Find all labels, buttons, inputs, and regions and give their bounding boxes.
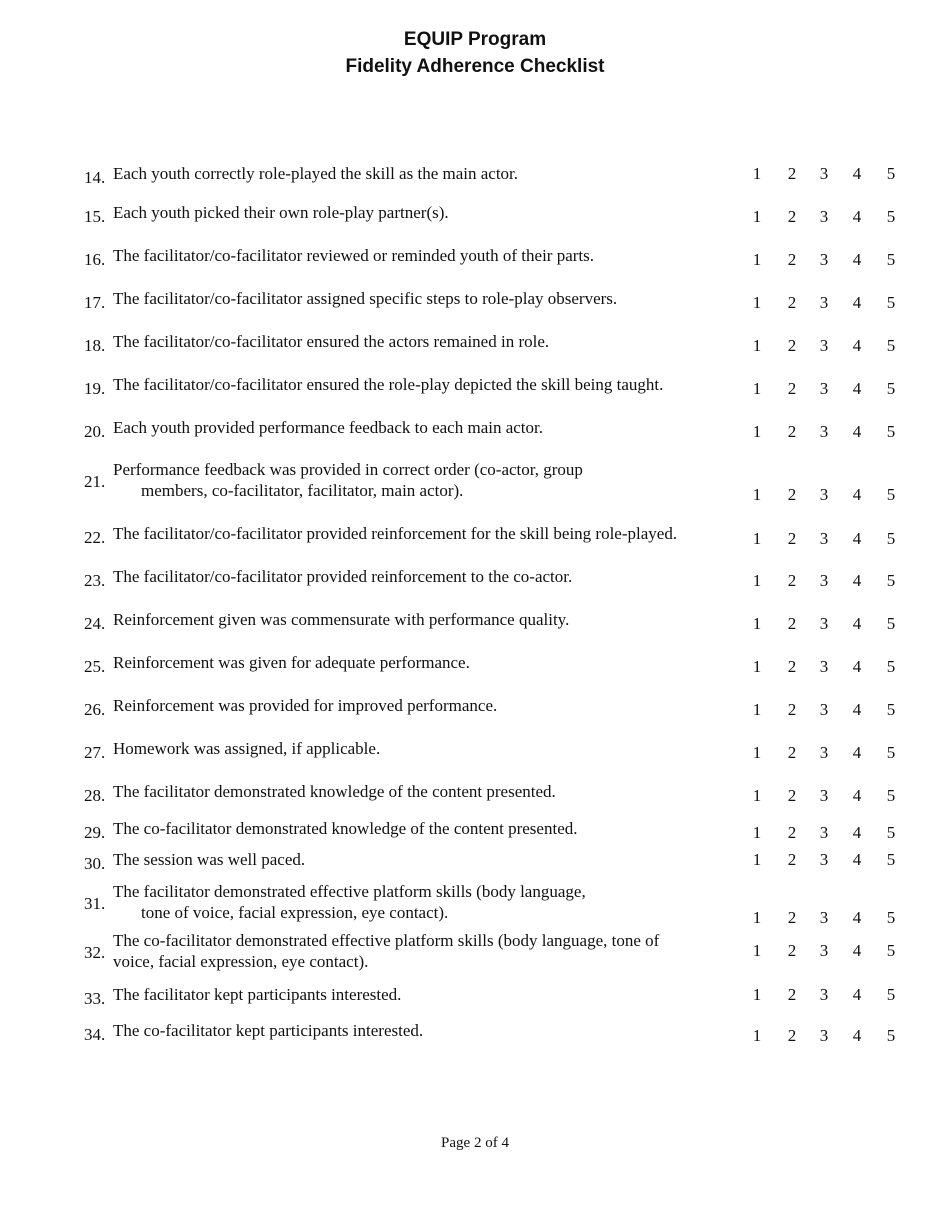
rating-option-5: 5 [886, 571, 896, 590]
document-title: EQUIP Program [403, 29, 547, 50]
item-number: 30. [84, 854, 106, 873]
item-number: 16. [84, 250, 106, 269]
rating-option-2: 2 [787, 700, 797, 719]
item-number: 24. [84, 614, 106, 633]
rating-scale [744, 292, 904, 313]
item-statement [113, 288, 738, 309]
item-statement-line: Homework was assigned, if applicable. [113, 739, 381, 758]
item-statement-line: The facilitator/co-facilitator provided reinforcement for the skill being role-played. [113, 524, 678, 543]
rating-scale [744, 378, 904, 399]
item-statement-line: The facilitator/co-facilitator reviewed or reminded youth of their parts. [113, 246, 594, 265]
item-statement [113, 331, 738, 352]
rating-option-5: 5 [886, 823, 896, 842]
rating-option-1: 1 [752, 908, 762, 927]
rating-option-3: 3 [819, 985, 829, 1004]
rating-option-5: 5 [886, 700, 896, 719]
item-statement-line: The facilitator/co-facilitator ensured the actors remained in role. [113, 332, 550, 351]
rating-option-4: 4 [852, 908, 862, 927]
item-number: 34. [84, 1025, 106, 1044]
rating-option-3: 3 [819, 743, 829, 762]
item-statement [113, 818, 738, 839]
item-number: 25. [84, 657, 106, 676]
rating-option-2: 2 [787, 823, 797, 842]
item-statement-line: The facilitator kept participants interested. [113, 985, 402, 1004]
rating-option-5: 5 [886, 850, 896, 869]
rating-option-5: 5 [886, 164, 896, 183]
item-number: 22. [84, 528, 106, 547]
rating-option-2: 2 [787, 985, 797, 1004]
rating-option-1: 1 [752, 823, 762, 842]
rating-option-5: 5 [886, 941, 896, 960]
item-statement [113, 781, 738, 802]
rating-scale [744, 1025, 904, 1046]
rating-scale [744, 528, 904, 549]
rating-option-3: 3 [819, 379, 829, 398]
rating-option-1: 1 [752, 700, 762, 719]
rating-option-3: 3 [819, 786, 829, 805]
rating-scale [744, 656, 904, 677]
rating-scale [744, 163, 904, 184]
rating-option-4: 4 [852, 207, 862, 226]
rating-option-2: 2 [787, 941, 797, 960]
rating-option-4: 4 [852, 293, 862, 312]
item-number: 33. [84, 989, 106, 1008]
rating-option-3: 3 [819, 941, 829, 960]
item-number: 23. [84, 571, 106, 590]
item-number: 28. [84, 786, 106, 805]
rating-option-1: 1 [752, 293, 762, 312]
item-statement [113, 163, 738, 184]
rating-scale [744, 570, 904, 591]
rating-option-1: 1 [752, 941, 762, 960]
rating-option-5: 5 [886, 379, 896, 398]
rating-option-1: 1 [752, 985, 762, 1004]
item-statement [113, 738, 738, 759]
rating-option-1: 1 [752, 485, 762, 504]
item-statement [113, 459, 738, 501]
item-statement-line: The co-facilitator demonstrated effective platform skills (body language, tone of [113, 931, 660, 950]
rating-option-3: 3 [819, 823, 829, 842]
item-statement-line: Each youth provided performance feedback to each main actor. [113, 418, 543, 437]
item-statement-line: members, co-facilitator, facilitator, main actor). [141, 481, 464, 500]
item-statement [113, 245, 738, 266]
rating-option-4: 4 [852, 379, 862, 398]
rating-option-1: 1 [752, 529, 762, 548]
item-statement-line: The facilitator/co-facilitator ensured the role-play depicted the skill being taught. [113, 375, 664, 394]
item-statement-line: The facilitator demonstrated knowledge of the content presented. [113, 782, 556, 801]
rating-option-2: 2 [787, 786, 797, 805]
item-statement-line: Each youth picked their own role-play partner(s). [113, 203, 449, 222]
rating-option-5: 5 [886, 336, 896, 355]
rating-option-4: 4 [852, 422, 862, 441]
rating-option-4: 4 [852, 985, 862, 1004]
rating-option-3: 3 [819, 336, 829, 355]
rating-option-5: 5 [886, 485, 896, 504]
item-statement-line: Reinforcement given was commensurate with performance quality. [113, 610, 570, 629]
rating-option-1: 1 [752, 1026, 762, 1045]
rating-option-5: 5 [886, 908, 896, 927]
item-number: 18. [84, 336, 106, 355]
rating-option-2: 2 [787, 908, 797, 927]
rating-option-4: 4 [852, 743, 862, 762]
rating-option-2: 2 [787, 336, 797, 355]
item-statement-line: voice, facial expression, eye contact). [113, 952, 369, 971]
item-number: 27. [84, 743, 106, 762]
rating-option-4: 4 [852, 700, 862, 719]
rating-option-5: 5 [886, 422, 896, 441]
rating-option-2: 2 [787, 250, 797, 269]
item-statement [113, 849, 738, 870]
rating-scale [744, 335, 904, 356]
rating-scale [744, 940, 904, 961]
item-statement-line: tone of voice, facial expression, eye contact). [141, 903, 449, 922]
rating-option-3: 3 [819, 571, 829, 590]
item-statement-line: The facilitator demonstrated effective platform skills (body language, [113, 882, 586, 901]
rating-option-2: 2 [787, 422, 797, 441]
item-statement-line: Reinforcement was provided for improved performance. [113, 696, 498, 715]
rating-option-5: 5 [886, 743, 896, 762]
rating-scale [744, 613, 904, 634]
item-statement [113, 652, 738, 673]
rating-option-4: 4 [852, 336, 862, 355]
rating-option-2: 2 [787, 164, 797, 183]
rating-option-2: 2 [787, 293, 797, 312]
rating-scale [744, 785, 904, 806]
rating-option-4: 4 [852, 250, 862, 269]
rating-option-4: 4 [852, 1026, 862, 1045]
item-statement-line: The co-facilitator kept participants interested. [113, 1021, 424, 1040]
item-statement [113, 609, 738, 630]
rating-scale [744, 984, 904, 1005]
rating-option-3: 3 [819, 164, 829, 183]
item-statement [113, 881, 738, 923]
item-number: 14. [84, 168, 106, 187]
item-number: 20. [84, 422, 106, 441]
item-statement-line: The facilitator/co-facilitator assigned specific steps to role-play observers. [113, 289, 618, 308]
rating-option-1: 1 [752, 379, 762, 398]
rating-option-5: 5 [886, 250, 896, 269]
rating-option-2: 2 [787, 743, 797, 762]
rating-option-3: 3 [819, 1026, 829, 1045]
item-statement-line: The session was well paced. [113, 850, 306, 869]
rating-option-2: 2 [787, 1026, 797, 1045]
rating-option-3: 3 [819, 485, 829, 504]
rating-option-2: 2 [787, 485, 797, 504]
rating-option-2: 2 [787, 379, 797, 398]
rating-option-1: 1 [752, 786, 762, 805]
rating-scale [744, 907, 904, 928]
rating-option-3: 3 [819, 422, 829, 441]
rating-option-5: 5 [886, 985, 896, 1004]
rating-option-5: 5 [886, 293, 896, 312]
item-statement-line: Reinforcement was given for adequate performance. [113, 653, 470, 672]
rating-option-5: 5 [886, 657, 896, 676]
item-statement-line: The co-facilitator demonstrated knowledge of the content presented. [113, 819, 578, 838]
rating-option-3: 3 [819, 250, 829, 269]
item-statement [113, 417, 738, 438]
rating-option-3: 3 [819, 657, 829, 676]
rating-option-3: 3 [819, 614, 829, 633]
rating-option-2: 2 [787, 614, 797, 633]
rating-scale [744, 249, 904, 270]
item-number: 26. [84, 700, 106, 719]
item-statement [113, 984, 738, 1005]
rating-option-5: 5 [886, 786, 896, 805]
rating-option-4: 4 [852, 614, 862, 633]
rating-option-1: 1 [752, 657, 762, 676]
rating-option-1: 1 [752, 850, 762, 869]
item-statement [113, 202, 738, 223]
item-number: 31. [84, 894, 106, 913]
rating-option-5: 5 [886, 1026, 896, 1045]
rating-option-1: 1 [752, 336, 762, 355]
rating-option-4: 4 [852, 485, 862, 504]
rating-option-4: 4 [852, 657, 862, 676]
rating-option-4: 4 [852, 571, 862, 590]
rating-option-3: 3 [819, 293, 829, 312]
rating-scale [744, 699, 904, 720]
item-statement [113, 1020, 738, 1041]
rating-scale [744, 742, 904, 763]
rating-option-4: 4 [852, 164, 862, 183]
item-number: 17. [84, 293, 106, 312]
item-number: 21. [84, 472, 106, 491]
item-statement [113, 695, 738, 716]
item-statement [113, 523, 738, 544]
rating-option-1: 1 [752, 250, 762, 269]
item-number: 29. [84, 823, 106, 842]
document-subtitle: Fidelity Adherence Checklist [345, 56, 605, 77]
item-statement-line: Each youth correctly role-played the skill as the main actor. [113, 164, 519, 183]
rating-option-1: 1 [752, 207, 762, 226]
rating-option-2: 2 [787, 850, 797, 869]
rating-option-5: 5 [886, 207, 896, 226]
rating-option-5: 5 [886, 529, 896, 548]
rating-option-1: 1 [752, 422, 762, 441]
rating-option-3: 3 [819, 850, 829, 869]
rating-option-4: 4 [852, 529, 862, 548]
item-number: 32. [84, 943, 106, 962]
rating-option-2: 2 [787, 657, 797, 676]
rating-option-1: 1 [752, 164, 762, 183]
item-statement [113, 374, 738, 395]
rating-option-3: 3 [819, 700, 829, 719]
rating-option-3: 3 [819, 529, 829, 548]
rating-scale [744, 421, 904, 442]
rating-scale [744, 849, 904, 870]
rating-option-3: 3 [819, 207, 829, 226]
rating-option-4: 4 [852, 941, 862, 960]
item-number: 15. [84, 207, 106, 226]
rating-option-3: 3 [819, 908, 829, 927]
rating-option-4: 4 [852, 850, 862, 869]
item-number: 19. [84, 379, 106, 398]
rating-option-1: 1 [752, 743, 762, 762]
item-statement [113, 566, 738, 587]
rating-option-4: 4 [852, 786, 862, 805]
rating-option-1: 1 [752, 571, 762, 590]
page-number: Page 2 of 4 [441, 1135, 509, 1151]
rating-scale [744, 484, 904, 505]
item-statement-line: The facilitator/co-facilitator provided reinforcement to the co-actor. [113, 567, 573, 586]
rating-option-2: 2 [787, 529, 797, 548]
rating-scale [744, 206, 904, 227]
rating-option-4: 4 [852, 823, 862, 842]
rating-option-2: 2 [787, 571, 797, 590]
rating-option-2: 2 [787, 207, 797, 226]
rating-option-5: 5 [886, 614, 896, 633]
item-statement [113, 930, 738, 972]
item-statement-line: Performance feedback was provided in correct order (co-actor, group [113, 460, 583, 479]
rating-option-1: 1 [752, 614, 762, 633]
rating-scale [744, 822, 904, 843]
